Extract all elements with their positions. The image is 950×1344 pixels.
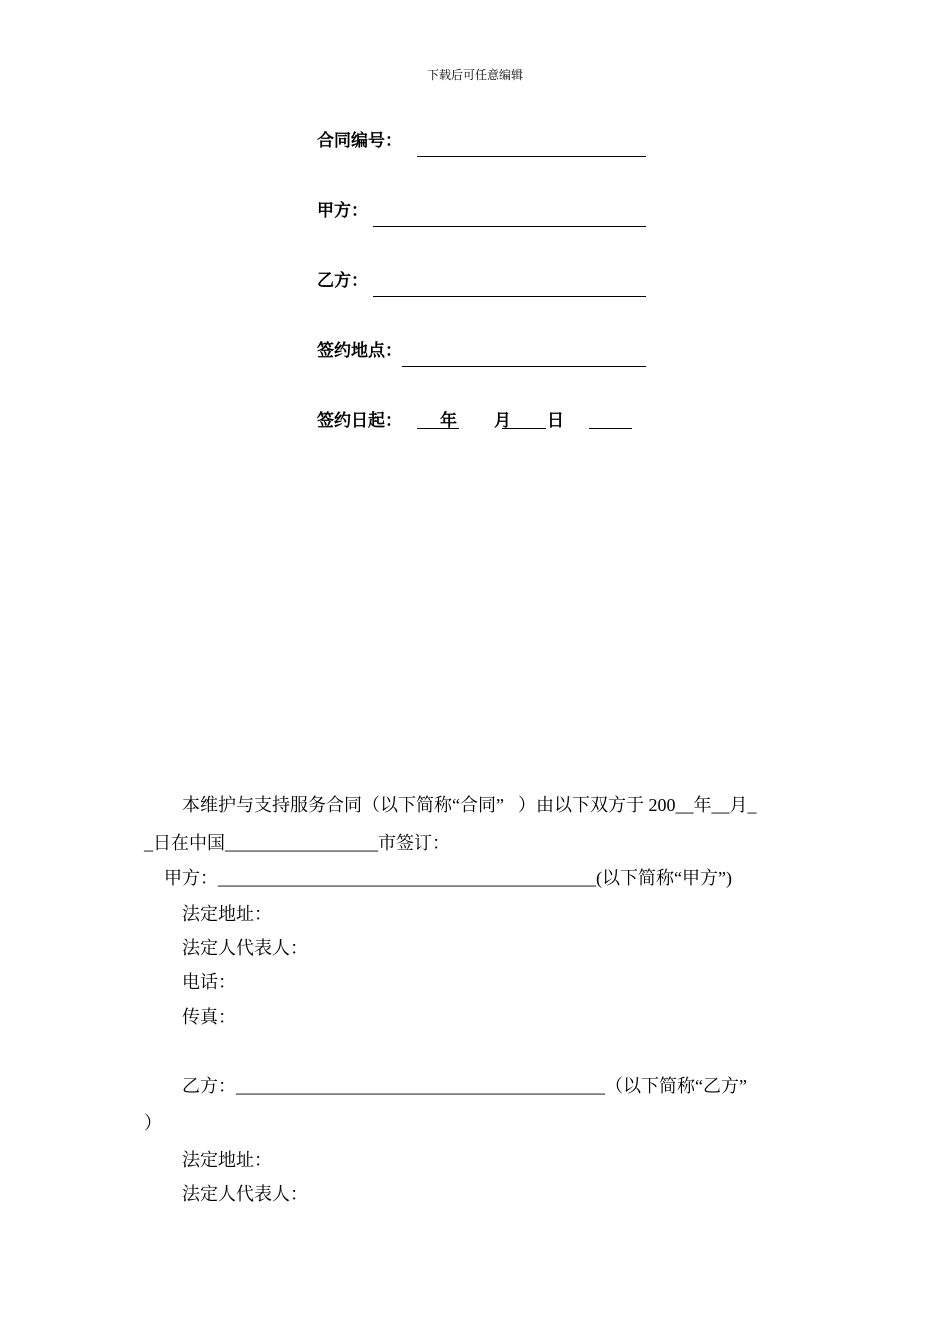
- signing-date-label: 签约日起：: [317, 411, 402, 431]
- party-a-suffix: (以下简称“甲方”): [596, 868, 732, 888]
- intro-sign-text: 市签订：: [378, 833, 450, 853]
- party-a-blank[interactable]: [373, 226, 646, 227]
- party-b-rep-label: 法定人代表人：: [182, 1184, 308, 1204]
- intro-year-label: 年: [693, 795, 712, 815]
- party-b-label: 乙方：: [317, 271, 368, 291]
- party-a-address-label: 法定地址：: [182, 904, 272, 924]
- party-a-line: [164, 864, 732, 890]
- intro-line-1: [182, 791, 756, 817]
- page-header-note: 下载后可任意编辑: [426, 68, 523, 82]
- intro-month-label: 月_: [729, 795, 757, 815]
- signing-month-label: 月: [494, 411, 511, 431]
- party-b-close-paren: ）: [144, 1113, 162, 1133]
- contract-number-blank[interactable]: [417, 156, 646, 157]
- party-b-blank[interactable]: [373, 296, 646, 297]
- signing-month-blank[interactable]: [502, 428, 546, 429]
- party-a-name-blank[interactable]: __________________________________________: [218, 868, 596, 888]
- party-a-rep-label: 法定人代表人：: [182, 938, 308, 958]
- contract-number-label: 合同编号：: [317, 131, 402, 151]
- party-a-phone-label: 电话：: [182, 972, 236, 992]
- party-a-prefix: 甲方：: [164, 868, 218, 888]
- party-a-label: 甲方：: [317, 201, 368, 221]
- party-b-line: [182, 1072, 747, 1098]
- party-a-fax-label: 传真：: [182, 1007, 236, 1027]
- party-b-address-label: 法定地址：: [182, 1150, 272, 1170]
- intro-line-2: [144, 829, 450, 855]
- intro-month-blank[interactable]: __: [711, 795, 730, 815]
- party-b-name-blank[interactable]: _________________________________________: [236, 1076, 605, 1096]
- intro-text-a: 本维护与支持服务合同（以下简称“合同”: [182, 795, 504, 815]
- intro-year-blank[interactable]: __: [675, 795, 694, 815]
- signing-place-label: 签约地点：: [317, 341, 402, 361]
- intro-city-blank[interactable]: _________________: [225, 833, 378, 853]
- party-b-prefix: 乙方：: [182, 1076, 236, 1096]
- signing-year-label: 年: [440, 411, 457, 431]
- party-b-suffix: （以下简称“乙方”: [605, 1076, 747, 1096]
- intro-text-b: ）由以下双方于 200: [517, 795, 676, 815]
- signing-day-label: 日: [547, 411, 564, 431]
- intro-day-text: _日在中国: [144, 833, 225, 853]
- signing-day-blank[interactable]: [589, 428, 632, 429]
- signing-place-blank[interactable]: [402, 366, 646, 367]
